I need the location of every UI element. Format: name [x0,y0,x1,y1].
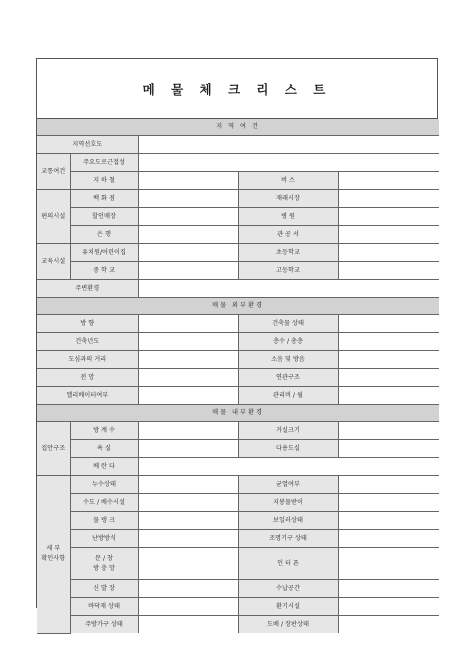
table-row [37,154,439,172]
row-label: 관 공 서 [238,226,338,244]
group-label-line: 확인사항 [41,555,66,563]
row-label: 난방방식 [70,530,138,548]
value-cell[interactable] [138,387,238,405]
row-label: 고등학교 [238,262,338,280]
value-cell[interactable] [138,226,238,244]
value-cell[interactable] [138,476,238,494]
group-label [37,476,70,634]
row-label: 욕 실 [70,440,138,458]
value-cell[interactable] [138,422,238,440]
value-cell[interactable] [138,136,439,154]
table-row [37,548,439,580]
value-cell[interactable] [338,333,439,351]
value-cell[interactable] [138,512,238,530]
row-label: 은 행 [70,226,138,244]
table-row [37,262,439,280]
section-row [37,298,439,315]
group-label: 집안구조 [37,422,70,476]
checklist-sheet [36,58,438,628]
value-cell[interactable] [338,494,439,512]
value-cell[interactable] [138,190,238,208]
value-cell[interactable] [138,369,238,387]
table-row [37,226,439,244]
row-label: 버 스 [238,172,338,190]
value-cell[interactable] [338,530,439,548]
row-label: 할인매장 [70,208,138,226]
row-label: 거실크기 [238,422,338,440]
value-cell[interactable] [138,154,439,172]
title-area [37,59,437,119]
row-label: 소음 및 방음 [238,351,338,369]
section-header-exterior: 매물 외부환경 [37,298,439,315]
row-label: 바닥재 상태 [70,598,138,616]
row-label: 도심과의 거리 [37,351,138,369]
table-row [37,616,439,634]
row-label: 환기시설 [238,598,338,616]
table-row [37,244,439,262]
value-cell[interactable] [138,440,238,458]
value-cell[interactable] [138,244,238,262]
row-label: 주방가구 상태 [70,616,138,634]
group-label: 교통여건 [37,154,70,190]
table-row [37,333,439,351]
value-cell[interactable] [138,530,238,548]
row-label: 주요도로근접성 [70,154,138,172]
table-row [37,280,439,298]
row-label: 전 망 [37,369,138,387]
row-label: 지역선호도 [37,136,138,154]
value-cell[interactable] [338,226,439,244]
table-row [37,458,439,476]
row-label: 중 학 교 [70,262,138,280]
table-row [37,422,439,440]
row-label [70,548,138,580]
value-cell[interactable] [338,172,439,190]
table-row [37,387,439,405]
row-label: 엘리베이터여부 [37,387,138,405]
section-header-interior: 매물 내부환경 [37,405,439,422]
section-row [37,405,439,422]
row-label: 병 원 [238,208,338,226]
row-label: 수도 / 배수시설 [70,494,138,512]
row-label: 백 화 점 [70,190,138,208]
table-row [37,512,439,530]
row-label: 도배 / 장판상태 [238,616,338,634]
value-cell[interactable] [138,494,238,512]
table-row [37,369,439,387]
row-label: 균열여부 [238,476,338,494]
value-cell[interactable] [138,262,238,280]
row-label: 다용도실 [238,440,338,458]
row-label: 베 란 다 [70,458,138,476]
group-label-line: 세 부 [46,545,61,553]
value-cell[interactable] [338,387,439,405]
table-row [37,440,439,458]
value-cell[interactable] [138,351,238,369]
row-label: 수납공간 [238,580,338,598]
row-label: 초등학교 [238,244,338,262]
table-row [37,351,439,369]
value-cell[interactable] [138,458,439,476]
row-label: 주변환경 [37,280,138,298]
table-row [37,494,439,512]
value-cell[interactable] [338,208,439,226]
value-cell[interactable] [138,616,238,634]
value-cell[interactable] [138,333,238,351]
value-cell[interactable] [138,280,439,298]
row-label: 인 터 폰 [238,548,338,580]
value-cell[interactable] [338,512,439,530]
table-row [37,315,439,333]
group-label: 교육시설 [37,244,70,280]
value-cell[interactable] [338,440,439,458]
row-label: 건축년도 [37,333,138,351]
value-cell[interactable] [338,422,439,440]
row-label: 방 계 수 [70,422,138,440]
value-cell[interactable] [138,315,238,333]
row-label: 물 탱 크 [70,512,138,530]
table-row [37,580,439,598]
table-row [37,190,439,208]
value-cell[interactable] [338,262,439,280]
section-row [37,119,439,136]
value-cell[interactable] [338,351,439,369]
row-label: 방 향 [37,315,138,333]
value-cell[interactable] [138,548,238,580]
row-label-line: 방 충 망 [93,564,115,572]
row-label: 연관구조 [238,369,338,387]
table-row [37,208,439,226]
value-cell[interactable] [338,369,439,387]
row-label: 지 하 철 [70,172,138,190]
row-label: 층수 / 총층 [238,333,338,351]
value-cell[interactable] [138,172,238,190]
value-cell[interactable] [138,598,238,616]
value-cell[interactable] [338,476,439,494]
value-cell[interactable] [138,580,238,598]
value-cell[interactable] [338,616,439,634]
group-label: 편의시설 [37,190,70,244]
document-title: 메 물 체 크 리 스 트 [142,81,332,97]
value-cell[interactable] [138,208,238,226]
section-header-region: 지 역 여 건 [37,119,439,136]
value-cell[interactable] [338,598,439,616]
row-label: 조명기구 상태 [238,530,338,548]
row-label: 재래시장 [238,190,338,208]
value-cell[interactable] [338,548,439,580]
value-cell[interactable] [338,244,439,262]
row-label: 누수상태 [70,476,138,494]
table-row [37,598,439,616]
table-row [37,530,439,548]
row-label: 관리비 / 월 [238,387,338,405]
table-row [37,136,439,154]
row-label: 신 발 장 [70,580,138,598]
value-cell[interactable] [338,315,439,333]
row-label-line: 문 / 창 [95,554,113,562]
table-row [37,172,439,190]
table-row [37,476,439,494]
checklist-table [37,119,439,634]
row-label: 건축물 상태 [238,315,338,333]
value-cell[interactable] [338,580,439,598]
row-label: 유치원/어린이집 [70,244,138,262]
row-label: 보일러상태 [238,512,338,530]
value-cell[interactable] [338,190,439,208]
row-label: 지붕물받이 [238,494,338,512]
